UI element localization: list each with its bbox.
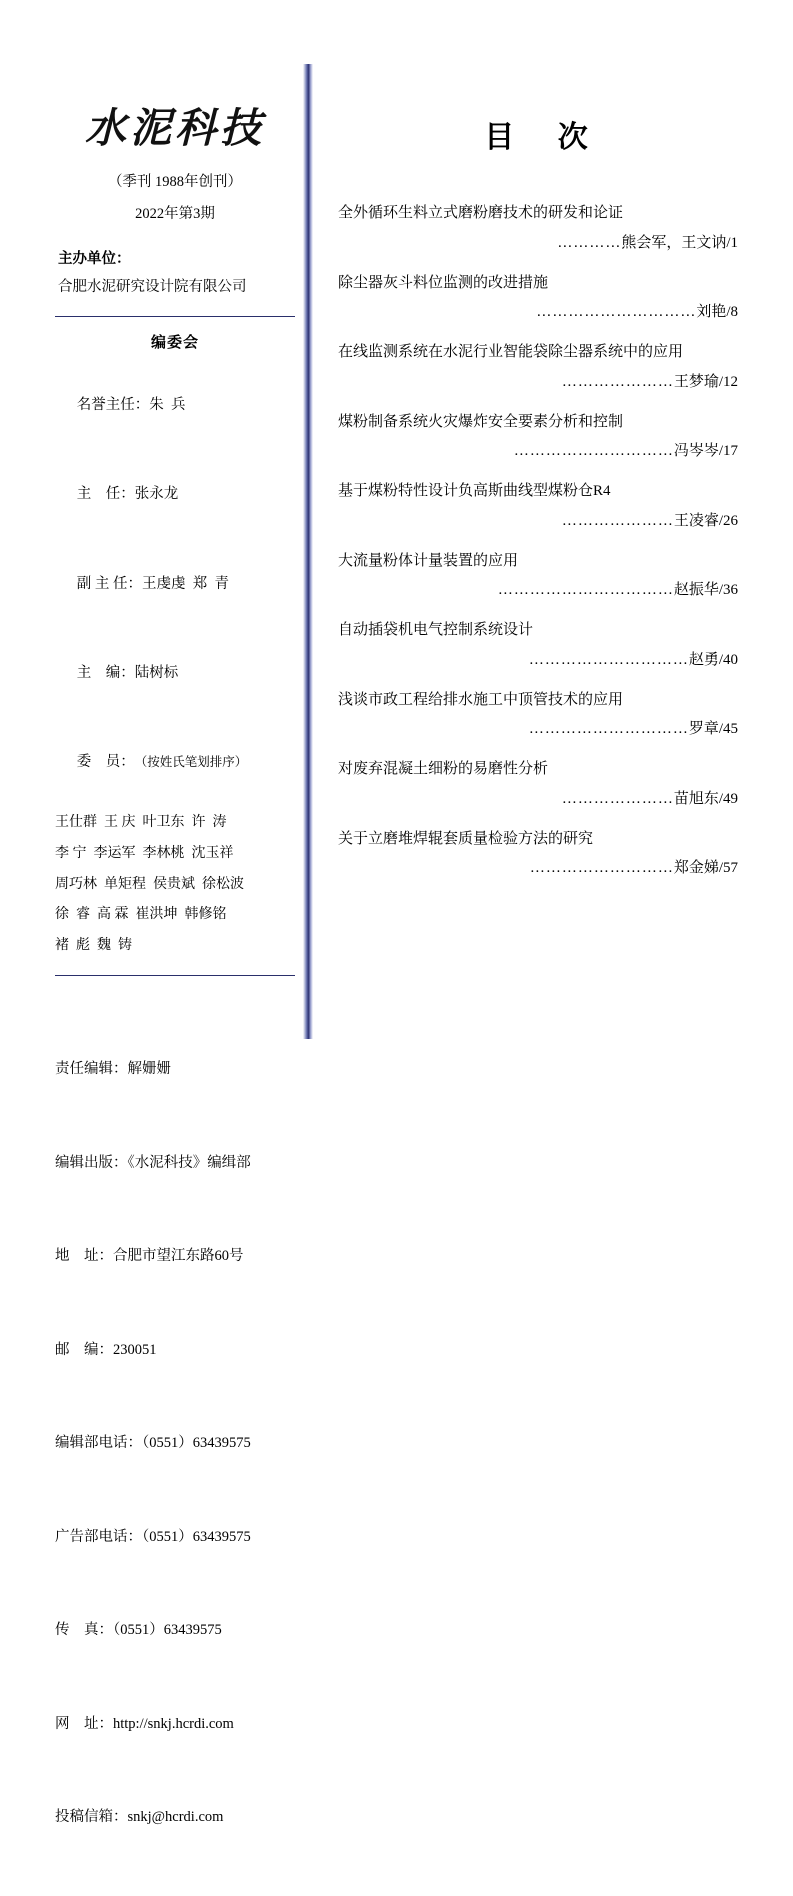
imprint-row — [55, 1802, 295, 1833]
toc-entry-page: 40 — [723, 651, 738, 668]
imprint-row — [55, 1335, 295, 1366]
toc-leader-dots: ………………………… — [528, 721, 689, 737]
toc-entry[interactable] — [338, 828, 738, 878]
toc-entry-title: 全外循环生料立式磨粉磨技术的研发和论证 — [338, 205, 624, 221]
board-role-label: 主 任： — [76, 486, 135, 503]
board-role-value: 朱 兵 — [149, 397, 186, 414]
toc-entry-title: 基于煤粉特性设计负高斯曲线型煤粉仓R4 — [338, 483, 611, 499]
journal-masthead: 水泥科技 — [85, 105, 265, 151]
board-role-value: 王虔虔 郑 青 — [142, 575, 229, 592]
toc-entry-meta: …………………………罗章/45 — [528, 721, 738, 737]
board-row — [55, 718, 295, 807]
toc-entry-authors: 刘艳 — [696, 304, 727, 320]
toc-entry-page: 26 — [723, 512, 738, 529]
toc-entry[interactable] — [338, 272, 738, 322]
imprint-label: 编辑部电话： — [55, 1435, 142, 1452]
toc-entry-meta: …………………王凌睿/26 — [561, 512, 738, 529]
toc-entry-page: 49 — [723, 790, 738, 807]
board-row — [55, 362, 295, 451]
board-role-label: 副 主 任： — [76, 575, 142, 592]
toc-entry-page: 12 — [723, 373, 738, 390]
imprint-label: 传 真： — [55, 1622, 113, 1639]
board-row — [55, 451, 295, 540]
toc-entry-authors: 熊会军，王文讷 — [621, 234, 727, 251]
board-member-line: 徐 睿 高 霖 崔洪坤 韩修铭 — [55, 907, 227, 923]
vertical-divider — [303, 64, 313, 1039]
imprint-value: 合肥市望江东路60号 — [113, 1248, 244, 1265]
imprint-row — [55, 1522, 295, 1553]
toc-entry-meta: …………………………赵勇/40 — [528, 651, 738, 668]
sponsor-name: 合肥水泥研究设计院有限公司 — [58, 279, 247, 296]
toc-leader-dots: ………………… — [561, 512, 674, 529]
divider-rule-bottom — [55, 975, 295, 976]
toc-entry-title: 大流量粉体计量装置的应用 — [338, 552, 519, 569]
board-member-line: 李 宁 李运军 李林桃 沈玉祥 — [55, 846, 234, 861]
toc-entry-page: 57 — [723, 860, 738, 876]
toc-entry[interactable] — [338, 202, 738, 252]
toc-leader-dots: ………………………… — [528, 651, 689, 668]
imprint-value: 《水泥科技》编缉部 — [127, 1154, 251, 1171]
imprint-email-value[interactable]: snkj@hcrdi.com — [127, 1809, 224, 1826]
journal-issue: 2022年第3期 — [135, 206, 215, 222]
toc-entry[interactable] — [338, 341, 738, 391]
divider-rule-top — [55, 316, 295, 317]
toc-leader-dots: ………………… — [561, 373, 674, 390]
imprint-label: 地 址： — [55, 1248, 113, 1265]
toc-entry-page: 1 — [730, 234, 738, 251]
toc-entry-title: 对废弃混凝土细粉的易磨性分析 — [338, 761, 549, 777]
table-of-contents — [338, 112, 738, 897]
imprint-label: 责任编辑： — [55, 1061, 128, 1078]
sponsor-block — [55, 245, 295, 302]
imprint-row — [55, 1054, 295, 1085]
board-member-line: 褚 彪 魏 铸 — [55, 938, 132, 954]
toc-entry-page: 36 — [723, 582, 738, 598]
toc-leader-dots: ……………………… — [529, 860, 674, 876]
toc-title: 目 次 — [484, 121, 606, 154]
toc-entry-authors: 罗章 — [688, 721, 719, 737]
toc-entry-meta: ……………………………赵振华/36 — [497, 582, 738, 598]
toc-entry-authors: 赵振华 — [673, 582, 719, 598]
toc-entry-meta: …………………苗旭东/49 — [561, 790, 738, 807]
board-row — [55, 629, 295, 718]
toc-entry-page: 45 — [723, 721, 738, 737]
toc-entry-authors: 郑金娣 — [673, 860, 719, 876]
board-role-label: 主 编： — [76, 664, 135, 681]
toc-entry-title: 自动插袋机电气控制系统设计 — [338, 622, 534, 638]
toc-entry[interactable] — [338, 758, 738, 808]
toc-entry-meta: …………………………刘艳/8 — [536, 304, 738, 320]
toc-entry-page: 8 — [730, 304, 738, 320]
board-row — [55, 540, 295, 629]
imprint-value: 解姗姗 — [127, 1061, 171, 1078]
toc-leader-dots: ………………………… — [536, 304, 697, 320]
toc-entry[interactable] — [338, 480, 738, 530]
sponsor-label: 主办单位： — [58, 251, 131, 267]
toc-entry[interactable] — [338, 550, 738, 600]
toc-entry-title: 在线监测系统在水泥行业智能袋除尘器系统中的应用 — [338, 344, 684, 360]
toc-entry[interactable] — [338, 689, 738, 739]
imprint-website-value[interactable]: http://snkj.hcrdi.com — [113, 1715, 234, 1732]
toc-entry-authors: 苗旭东 — [673, 790, 719, 807]
toc-entry[interactable] — [338, 411, 738, 461]
board-member-line: 周巧林 单矩程 侯贵斌 徐松波 — [55, 876, 244, 892]
toc-entry-authors: 赵勇 — [688, 651, 719, 668]
toc-leader-dots: ………………………… — [513, 443, 674, 459]
imprint-value: （0551）63439575 — [142, 1435, 251, 1452]
board-role-label: 名誉主任： — [76, 397, 150, 414]
board-role-value: （按姓氏笔划排序） — [134, 754, 248, 769]
imprint-label: 投稿信箱： — [55, 1809, 128, 1826]
journal-periodicity: （季刊 1988年创刊） — [107, 174, 243, 190]
toc-entry-page: 17 — [723, 443, 738, 459]
imprint-block — [55, 992, 295, 1896]
toc-leader-dots: …………………………… — [497, 582, 674, 598]
imprint-value: 230051 — [113, 1341, 157, 1358]
imprint-value: （0551）63439575 — [142, 1528, 251, 1545]
toc-leader-dots: ………………… — [561, 790, 674, 807]
board-role-value: 陆树标 — [134, 664, 179, 681]
toc-entry-meta: …………熊会军，王文讷/1 — [557, 234, 738, 251]
board-member-line: 王仕群 王 庆 叶卫东 许 涛 — [55, 815, 227, 831]
imprint-row — [55, 1615, 295, 1646]
toc-entry-authors: 王梦瑜 — [673, 373, 719, 390]
toc-entry-meta: ………………………郑金娣/57 — [529, 860, 738, 876]
toc-leader-dots: ………… — [557, 234, 622, 251]
imprint-row — [55, 1241, 295, 1272]
toc-entry-meta: …………………王梦瑜/12 — [561, 373, 738, 390]
toc-entry-title: 煤粉制备系统火灾爆炸安全要素分析和控制 — [338, 413, 624, 430]
toc-entry-title: 浅谈市政工程给排水施工中顶管技术的应用 — [338, 691, 624, 708]
toc-entry[interactable] — [338, 619, 738, 669]
imprint-row — [55, 1428, 295, 1459]
toc-entry-meta: …………………………冯岑岑/17 — [513, 443, 738, 459]
imprint-label: 邮 编： — [55, 1341, 113, 1358]
imprint-value: （0551）63439575 — [113, 1622, 222, 1639]
toc-entry-title: 关于立磨堆焊辊套质量检验方法的研究 — [338, 830, 594, 847]
imprint-label: 广告部电话： — [55, 1528, 142, 1545]
toc-entry-title: 除尘器灰斗料位监测的改进措施 — [338, 274, 549, 291]
toc-entry-authors: 冯岑岑 — [673, 443, 719, 459]
toc-entry-authors: 王凌睿 — [673, 512, 719, 529]
imprint-label: 网 址： — [55, 1715, 113, 1732]
editorial-board-title: 编委会 — [150, 334, 199, 351]
imprint-label: 编辑出版： — [55, 1154, 128, 1171]
board-role-label: 委 员： — [76, 753, 135, 770]
imprint-row — [55, 1148, 295, 1179]
journal-info-column — [55, 95, 295, 1896]
board-role-value: 张永龙 — [134, 486, 179, 503]
imprint-row — [55, 1709, 295, 1740]
